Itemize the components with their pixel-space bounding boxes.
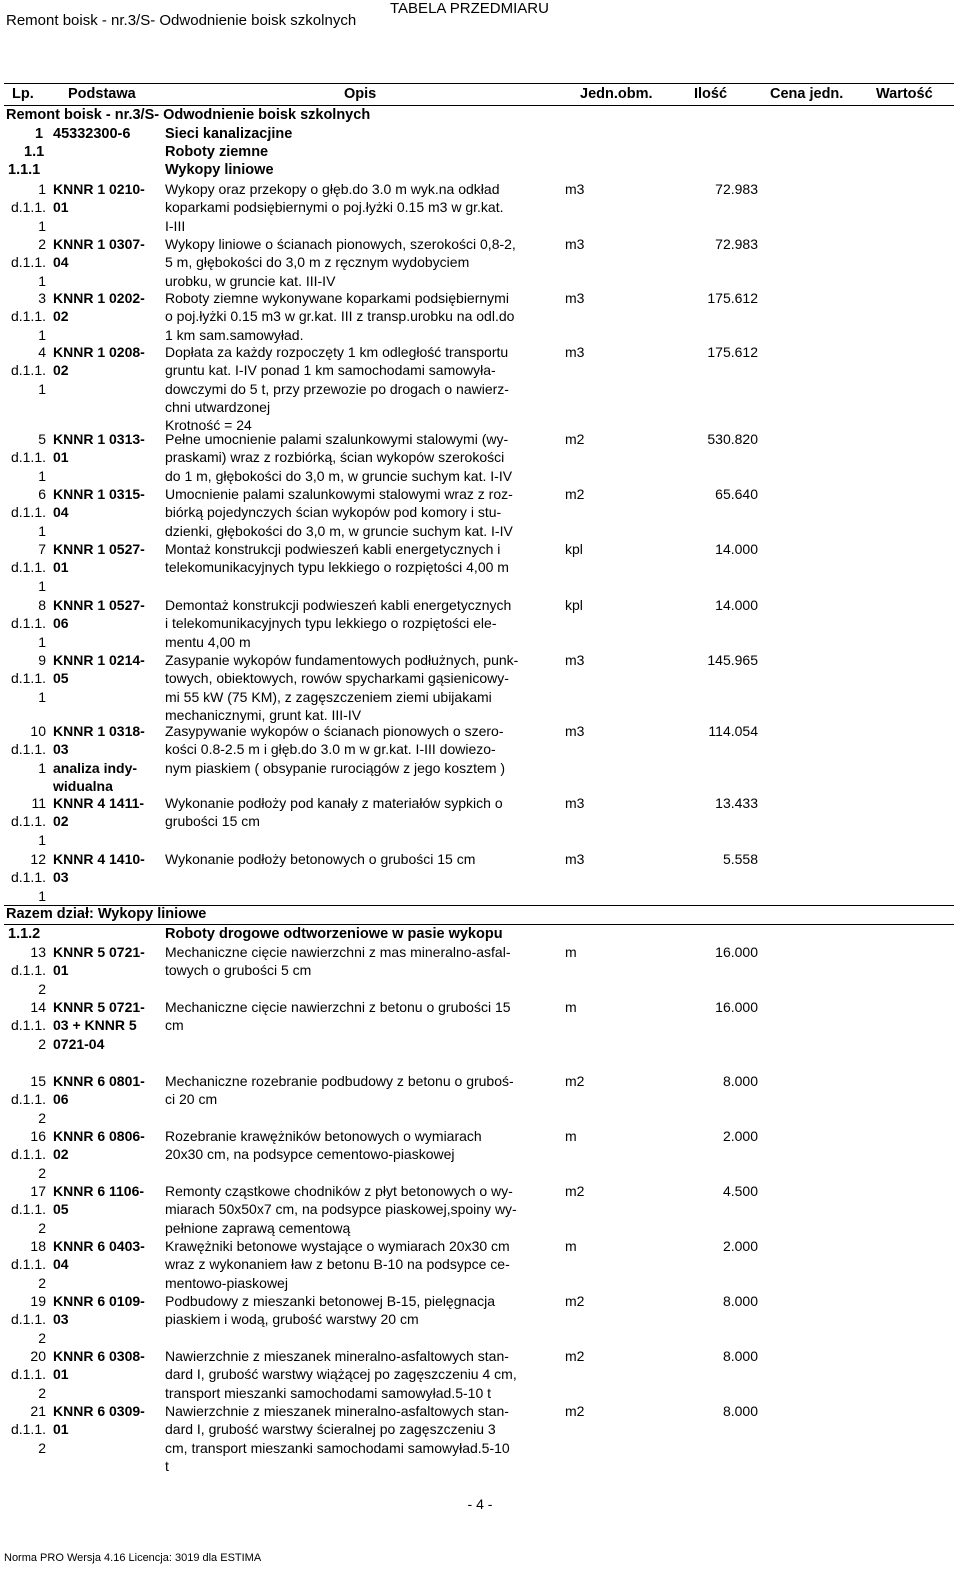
row-description-line: Zasypywanie wykopów o ścianach pionowych o szero- — [165, 723, 504, 739]
row-description-line: Wykopy liniowe o ścianach pionowych, szerokości 0,8-2, — [165, 236, 516, 252]
row-basis-line: KNNR 6 0109- — [53, 1293, 145, 1309]
row-lp-line: d.1.1. — [10, 559, 46, 576]
row-description-line: towych, obiektowych, rowów spycharkami gąsienicowy- — [165, 670, 509, 687]
row-unit: m2 — [565, 486, 585, 502]
row-basis — [53, 850, 161, 887]
row-basis — [53, 343, 161, 380]
row-basis — [53, 180, 161, 217]
row-description-line: cm, transport mieszanki samochodami samowyład.5-10 — [165, 1439, 510, 1456]
row-basis-line: KNNR 1 0313- — [53, 431, 145, 447]
row-lp-line: d.1.1. — [10, 869, 46, 886]
row-description-line: Mechaniczne cięcie nawierzchni z mas mineralno-asfal- — [165, 944, 511, 960]
row-lp-line: 1 — [38, 522, 46, 539]
row-description-line: biórką pojedynczych ścian wykopów pod komory i stu- — [165, 504, 502, 521]
section-1-1-name: Roboty ziemne — [165, 144, 269, 160]
row-quantity: 530.820 — [707, 431, 758, 447]
row-lp — [8, 1127, 46, 1182]
row-basis — [53, 1072, 161, 1109]
row-unit: kpl — [565, 597, 583, 613]
row-description-line: Wykonanie podłoży betonowych o grubości 15 cm — [165, 851, 476, 867]
row-description — [165, 722, 563, 777]
footer-license: Norma PRO Wersja 4.16 Licencja: 3019 dla ESTIMA — [4, 1552, 262, 1564]
row-lp — [8, 998, 46, 1053]
row-lp-line: 17 — [30, 1183, 46, 1199]
col-lp: Lp. — [12, 86, 34, 102]
row-lp-line: 2 — [38, 1219, 46, 1236]
row-lp — [8, 596, 46, 651]
row-description-line: Podbudowy z mieszanki betonowej B-15, pielęgnacja — [165, 1293, 495, 1309]
row-quantity: 16.000 — [715, 999, 758, 1015]
row-description-line: Roboty ziemne wykonywane koparkami podsiębiernymi — [165, 290, 509, 306]
row-basis — [53, 1292, 161, 1329]
row-description-line: miarach 50x50x7 cm, na podsypce piaskowej,spoiny wy- — [165, 1201, 517, 1218]
section-1-number: 1 — [35, 126, 44, 142]
row-description — [165, 1402, 563, 1475]
row-lp-line: 1 — [38, 380, 46, 397]
row-lp — [8, 1347, 46, 1402]
row-basis — [53, 722, 161, 795]
row-lp-line: d.1.1. — [10, 1366, 46, 1383]
row-lp-line: 1 — [38, 831, 46, 848]
row-description — [165, 289, 563, 344]
row-basis-line: 01 — [53, 559, 69, 576]
row-lp-line: d.1.1. — [10, 1201, 46, 1218]
row-basis-line: 03 + KNNR 5 — [53, 1017, 137, 1034]
row-basis — [53, 485, 161, 522]
row-description — [165, 1292, 563, 1329]
row-description-line: 5 m, głębokości do 3,0 m z ręcznym wydobyciem — [165, 254, 470, 271]
row-lp-line: 19 — [30, 1293, 46, 1309]
row-unit: m3 — [565, 236, 585, 252]
row-lp — [8, 1402, 46, 1457]
row-lp-line: d.1.1. — [10, 741, 46, 758]
row-basis — [53, 1237, 161, 1274]
row-unit: m2 — [565, 1348, 585, 1364]
row-description-line: nym piaskiem ( obsypanie rurociągów z jego kosztem ) — [165, 759, 506, 776]
row-lp — [8, 722, 46, 777]
row-description-line: do 1 m, głębokości do 3,0 m, w gruncie suchym kat. I-IV — [165, 467, 513, 484]
row-lp-line: 1 — [38, 688, 46, 705]
row-lp — [8, 850, 46, 905]
row-quantity: 2.000 — [722, 1128, 758, 1144]
row-quantity: 4.500 — [722, 1183, 758, 1199]
row-lp — [8, 540, 46, 595]
row-quantity: 8.000 — [722, 1073, 758, 1089]
row-lp — [8, 343, 46, 398]
row-lp-line: 11 — [31, 795, 46, 811]
row-basis-line: KNNR 1 0318- — [53, 723, 145, 739]
row-lp-line: 2 — [38, 980, 46, 997]
row-basis-line: KNNR 6 0308- — [53, 1348, 145, 1364]
row-description-line: Remonty cząstkowe chodników z płyt betonowych o wy- — [165, 1183, 513, 1199]
row-lp-line: d.1.1. — [10, 1421, 46, 1438]
row-quantity: 72.983 — [715, 181, 758, 197]
row-basis-line: KNNR 1 0527- — [53, 541, 145, 557]
col-desc: Opis — [344, 86, 377, 102]
row-description-line: Nawierzchnie z mieszanek mineralno-asfaltowych stan- — [165, 1348, 509, 1364]
row-basis-line: KNNR 6 0806- — [53, 1128, 145, 1144]
row-lp-line: d.1.1. — [10, 362, 46, 379]
row-basis-line: 05 — [53, 670, 69, 687]
row-basis-line: KNNR 1 0307- — [53, 236, 145, 252]
row-description-line: urobku, w gruncie kat. III-IV — [165, 272, 336, 289]
row-unit: m3 — [565, 181, 585, 197]
row-unit: m — [565, 944, 577, 960]
row-lp-line: 18 — [30, 1238, 46, 1254]
row-lp-line: 21 — [30, 1403, 46, 1419]
row-lp — [8, 943, 46, 998]
row-unit: m3 — [565, 851, 585, 867]
row-lp-line: 1 — [38, 217, 46, 234]
row-lp-line: d.1.1. — [10, 504, 46, 521]
row-basis — [53, 943, 161, 980]
row-description — [165, 343, 563, 434]
row-description-line: Rozebranie krawężników betonowych o wymiarach — [165, 1128, 482, 1144]
row-lp-line: d.1.1. — [10, 308, 46, 325]
row-description-line: Montaż konstrukcji podwieszeń kabli energetycznych i — [165, 541, 501, 557]
row-description-line: Wykonanie podłoży pod kanały z materiałów sypkich o — [165, 795, 503, 811]
row-unit: m2 — [565, 1293, 585, 1309]
row-basis-line: 03 — [53, 869, 69, 886]
section-1-1-2-number: 1.1.2 — [8, 926, 41, 942]
row-basis-line: KNNR 6 1106- — [53, 1183, 145, 1199]
row-lp-line: 1 — [38, 633, 46, 650]
row-description-line: dard I, grubość warstwy ścieralnej po zagęszczeniu 3 — [165, 1421, 496, 1438]
row-description-line: Dopłata za każdy rozpoczęty 1 km odległość transportu — [165, 344, 509, 360]
row-description-line: dzienki, głębokości do 3,0 m, w gruncie suchym kat. I-IV — [165, 522, 513, 539]
document-title: Remont boisk - nr.3/S- Odwodnienie boisk szkolnych — [6, 12, 357, 29]
row-basis — [53, 596, 161, 633]
row-description-line: transport mieszanki samochodami samowyład.5-10 t — [165, 1384, 492, 1401]
row-unit: m3 — [565, 290, 585, 306]
row-lp-line: 16 — [30, 1128, 46, 1144]
row-lp-line: d.1.1. — [10, 615, 46, 632]
row-lp-line: 8 — [38, 597, 46, 613]
row-basis — [53, 998, 161, 1053]
row-description-line: Nawierzchnie z mieszanek mineralno-asfaltowych stan- — [165, 1403, 509, 1419]
row-lp-line: 2 — [38, 1274, 46, 1291]
row-description — [165, 651, 563, 724]
row-lp-line: 2 — [38, 236, 46, 252]
row-basis-line: widualna — [53, 777, 113, 794]
row-lp — [8, 430, 46, 485]
row-unit: m2 — [565, 1403, 585, 1419]
row-lp-line: 20 — [30, 1348, 46, 1364]
section-1-1-number: 1.1 — [24, 144, 45, 160]
col-qty: Ilość — [694, 86, 728, 102]
row-quantity: 8.000 — [722, 1293, 758, 1309]
row-description-line: ci 20 cm — [165, 1091, 218, 1108]
row-description-line: telekomunikacyjnych typu lekkiego o rozpiętości 4,00 m — [165, 559, 509, 576]
row-lp-line: d.1.1. — [10, 449, 46, 466]
row-quantity: 13.433 — [715, 795, 758, 811]
row-description — [165, 794, 563, 831]
row-quantity: 14.000 — [715, 597, 758, 613]
row-unit: kpl — [565, 541, 583, 557]
row-lp-line: 2 — [38, 1035, 46, 1052]
row-lp-line: 1 — [38, 759, 46, 776]
row-description-line: I-III — [165, 217, 186, 234]
row-basis-line: KNNR 1 0527- — [53, 597, 145, 613]
row-basis-line: 01 — [53, 1421, 69, 1438]
row-description — [165, 1237, 563, 1292]
row-lp-line: d.1.1. — [10, 254, 46, 271]
row-lp — [8, 794, 46, 849]
row-unit: m2 — [565, 1073, 585, 1089]
row-lp — [8, 485, 46, 540]
row-lp-line: 5 — [38, 431, 46, 447]
row-description-line: Zasypanie wykopów fundamentowych podłużnych, punk- — [165, 652, 519, 668]
row-basis-line: KNNR 1 0202- — [53, 290, 145, 306]
row-lp — [8, 1072, 46, 1127]
row-description — [165, 998, 563, 1035]
row-description-line: koparkami podsiębiernymi o poj.łyżki 0.15 m3 w gr.kat. — [165, 199, 504, 216]
row-basis-line: 06 — [53, 615, 69, 632]
row-basis-line: KNNR 6 0309- — [53, 1403, 145, 1419]
row-description-line: pełnione zaprawą cementową — [165, 1219, 351, 1236]
section-1-1-1-total — [4, 905, 954, 925]
row-quantity: 16.000 — [715, 944, 758, 960]
row-basis-line: KNNR 6 0801- — [53, 1073, 145, 1089]
section-main-title: Remont boisk - nr.3/S- Odwodnienie boisk szkolnych — [6, 107, 371, 123]
row-unit: m — [565, 1238, 577, 1254]
row-description-line: towych o grubości 5 cm — [165, 962, 312, 979]
row-basis-line: 03 — [53, 741, 69, 758]
row-lp-line: 1 — [38, 467, 46, 484]
row-basis-line: KNNR 1 0315- — [53, 486, 145, 502]
row-lp-line: d.1.1. — [10, 962, 46, 979]
row-quantity: 5.558 — [722, 851, 758, 867]
row-unit: m3 — [565, 652, 585, 668]
row-description — [165, 540, 563, 577]
row-description-line: dard I, grubość warstwy wiążącej po zagęszczeniu 4 cm, — [165, 1366, 517, 1383]
row-basis-line: KNNR 1 0214- — [53, 652, 145, 668]
row-description-line: Umocnienie palami szalunkowymi stalowymi wraz z roz- — [165, 486, 513, 502]
row-description-line: mechanicznymi, grunt kat. III-IV — [165, 706, 362, 723]
row-lp-line: 2 — [38, 1439, 46, 1456]
row-unit: m3 — [565, 723, 585, 739]
row-description-line: 20x30 cm, na podsypce cementowo-piaskowej — [165, 1146, 455, 1163]
row-lp-line: d.1.1. — [10, 1146, 46, 1163]
row-description-line: chni utwardzonej — [165, 398, 271, 415]
row-basis — [53, 1402, 161, 1439]
row-lp — [8, 651, 46, 706]
row-description-line: Mechaniczne rozebranie podbudowy z betonu o gruboś- — [165, 1073, 514, 1089]
row-description-line: Wykopy oraz przekopy o głęb.do 3.0 m wyk.na odkład — [165, 181, 500, 197]
row-quantity: 114.054 — [708, 723, 758, 739]
row-description-line: kości 0.8-2.5 m i głęb.do 3.0 m w gr.kat. I-III dowiezo- — [165, 741, 496, 758]
row-unit: m3 — [565, 795, 585, 811]
row-basis-line: 02 — [53, 1146, 69, 1163]
row-basis-line: 04 — [53, 504, 69, 521]
row-description — [165, 1072, 563, 1109]
row-quantity: 175.612 — [707, 290, 758, 306]
row-basis-line: 01 — [53, 962, 69, 979]
col-basis: Podstawa — [68, 86, 136, 102]
row-basis-line: 01 — [53, 1366, 69, 1383]
row-basis — [53, 540, 161, 577]
row-basis-line: KNNR 5 0721- — [53, 999, 145, 1015]
row-description — [165, 943, 563, 980]
section-1-name: Sieci kanalizacjine — [165, 126, 293, 142]
row-description — [165, 1347, 563, 1402]
row-lp-line: 12 — [30, 851, 46, 867]
row-description-line: gruntu kat. I-IV ponad 1 km samochodami samowyła- — [165, 362, 496, 379]
table-type-title: TABELA PRZEDMIARU — [390, 0, 549, 17]
row-basis-line: 06 — [53, 1091, 69, 1108]
row-basis-line: 04 — [53, 254, 69, 271]
row-quantity: 145.965 — [707, 652, 758, 668]
row-description — [165, 180, 563, 235]
row-description-line: wraz z wykonaniem ław z betonu B-10 na podsypce ce- — [165, 1256, 510, 1273]
row-basis — [53, 289, 161, 326]
row-description-line: cm — [165, 1017, 184, 1034]
row-lp-line: 14 — [30, 999, 46, 1015]
row-quantity: 175.612 — [707, 344, 758, 360]
row-basis-line: KNNR 6 0403- — [53, 1238, 145, 1254]
row-lp-line: d.1.1. — [10, 199, 46, 216]
row-description-line: Pełne umocnienie palami szalunkowymi stalowymi (wy- — [165, 431, 509, 447]
row-description-line: i telekomunikacyjnych typu lekkiego o rozpiętości ele- — [165, 615, 497, 632]
row-unit: m — [565, 1128, 577, 1144]
row-description-line: o poj.łyżki 0.15 m3 w gr.kat. III z transp.urobku na odl.do — [165, 308, 515, 325]
row-lp-line: d.1.1. — [10, 1311, 46, 1328]
col-unit: Jedn.obm. — [580, 86, 653, 102]
row-basis — [53, 1347, 161, 1384]
section-1-1-2-name: Roboty drogowe odtworzeniowe w pasie wykopu — [165, 926, 503, 942]
row-description-line: piaskiem i wodą, grubość warstwy 20 cm — [165, 1311, 419, 1328]
row-description — [165, 850, 563, 868]
row-description — [165, 1182, 563, 1237]
row-description-line: Mechaniczne cięcie nawierzchni z betonu o grubości 15 — [165, 999, 511, 1015]
row-description-line: grubości 15 cm — [165, 813, 260, 830]
row-description — [165, 235, 563, 290]
row-quantity: 2.000 — [722, 1238, 758, 1254]
section-1-1-1-name: Wykopy liniowe — [165, 162, 274, 178]
row-unit: m3 — [565, 344, 585, 360]
row-description — [165, 485, 563, 540]
row-basis — [53, 430, 161, 467]
row-lp-line: 3 — [38, 290, 46, 306]
row-basis-line: analiza indy- — [53, 759, 138, 776]
row-lp — [8, 235, 46, 290]
row-lp-line: 13 — [30, 944, 46, 960]
row-basis — [53, 1182, 161, 1219]
row-quantity: 65.640 — [715, 486, 758, 502]
row-description-line: Demontaż konstrukcji podwieszeń kabli energetycznych — [165, 597, 512, 613]
row-lp-line: 1 — [38, 577, 46, 594]
row-lp — [8, 1182, 46, 1237]
row-lp-line: 1 — [38, 326, 46, 343]
row-lp-line: 1 — [38, 181, 46, 197]
row-lp-line: 2 — [38, 1109, 46, 1126]
row-lp-line: 15 — [30, 1073, 46, 1089]
row-lp-line: 2 — [38, 1329, 46, 1346]
row-basis-line: 04 — [53, 1256, 69, 1273]
row-description-line: 1 km sam.samowyład. — [165, 326, 304, 343]
row-description-line: mi 55 kW (75 KM), z zagęszczeniem ziemi ubijakami — [165, 688, 492, 705]
row-description-line: mentowo-piaskowej — [165, 1274, 288, 1291]
row-lp-line: 2 — [38, 1384, 46, 1401]
row-lp-line: 1 — [38, 887, 46, 904]
row-lp — [8, 180, 46, 235]
row-basis — [53, 651, 161, 688]
row-description-line: t — [165, 1457, 169, 1474]
row-basis-line: 01 — [53, 449, 69, 466]
row-basis-line: KNNR 4 1410- — [53, 851, 145, 867]
row-lp-line: 2 — [38, 1164, 46, 1181]
row-lp-line: 4 — [38, 344, 46, 360]
col-value: Wartość — [876, 86, 933, 102]
row-lp-line: 1 — [38, 272, 46, 289]
row-basis-line: 02 — [53, 308, 69, 325]
row-lp-line: d.1.1. — [10, 1256, 46, 1273]
row-lp-line: 7 — [38, 541, 46, 557]
section-1-1-1-number: 1.1.1 — [8, 162, 41, 178]
row-lp-line: d.1.1. — [10, 1017, 46, 1034]
row-basis — [53, 1127, 161, 1164]
row-description — [165, 596, 563, 651]
section-total-label: Razem dział: Wykopy liniowe — [6, 906, 207, 922]
row-basis — [53, 794, 161, 831]
row-quantity: 14.000 — [715, 541, 758, 557]
row-unit: m2 — [565, 431, 585, 447]
row-lp — [8, 1237, 46, 1292]
row-basis-line: 01 — [53, 199, 69, 216]
col-price: Cena jedn. — [770, 86, 844, 102]
row-description-line: praskami) wraz z rozbiórką, ścian wykopów szerokości — [165, 449, 505, 466]
row-basis-line: KNNR 1 0208- — [53, 344, 145, 360]
row-lp-line: d.1.1. — [10, 670, 46, 687]
row-description-line: Krotność = 24 — [165, 417, 252, 434]
row-basis-line: 03 — [53, 1311, 69, 1328]
row-description-line: dowczymi do 5 t, przy przewozie po drogach o nawierz- — [165, 380, 509, 397]
row-basis-line: KNNR 4 1411- — [53, 795, 145, 811]
row-lp-line: 10 — [30, 723, 46, 739]
row-lp-line: 6 — [38, 486, 46, 502]
row-basis-line: 05 — [53, 1201, 69, 1218]
section-1-code: 45332300-6 — [53, 126, 131, 142]
row-description-line: Krawężniki betonowe wystające o wymiarach 20x30 cm — [165, 1238, 510, 1254]
row-lp-line: 9 — [38, 652, 46, 668]
row-basis — [53, 235, 161, 272]
row-lp-line: d.1.1. — [10, 1091, 46, 1108]
row-description — [165, 430, 563, 485]
row-lp — [8, 1292, 46, 1347]
row-lp-line: d.1.1. — [10, 813, 46, 830]
row-unit: m — [565, 999, 577, 1015]
row-basis-line: KNNR 5 0721- — [53, 944, 145, 960]
page-number: - 4 - — [467, 1496, 493, 1512]
row-quantity: 8.000 — [722, 1348, 758, 1364]
row-basis-line: 02 — [53, 362, 69, 379]
row-quantity: 72.983 — [715, 236, 758, 252]
row-unit: m2 — [565, 1183, 585, 1199]
row-description — [165, 1127, 563, 1164]
row-basis-line: 02 — [53, 813, 69, 830]
row-description-line: mentu 4,00 m — [165, 633, 251, 650]
row-lp — [8, 289, 46, 344]
row-basis-line: KNNR 1 0210- — [53, 181, 145, 197]
row-basis-line: 0721-04 — [53, 1035, 105, 1052]
row-quantity: 8.000 — [722, 1403, 758, 1419]
